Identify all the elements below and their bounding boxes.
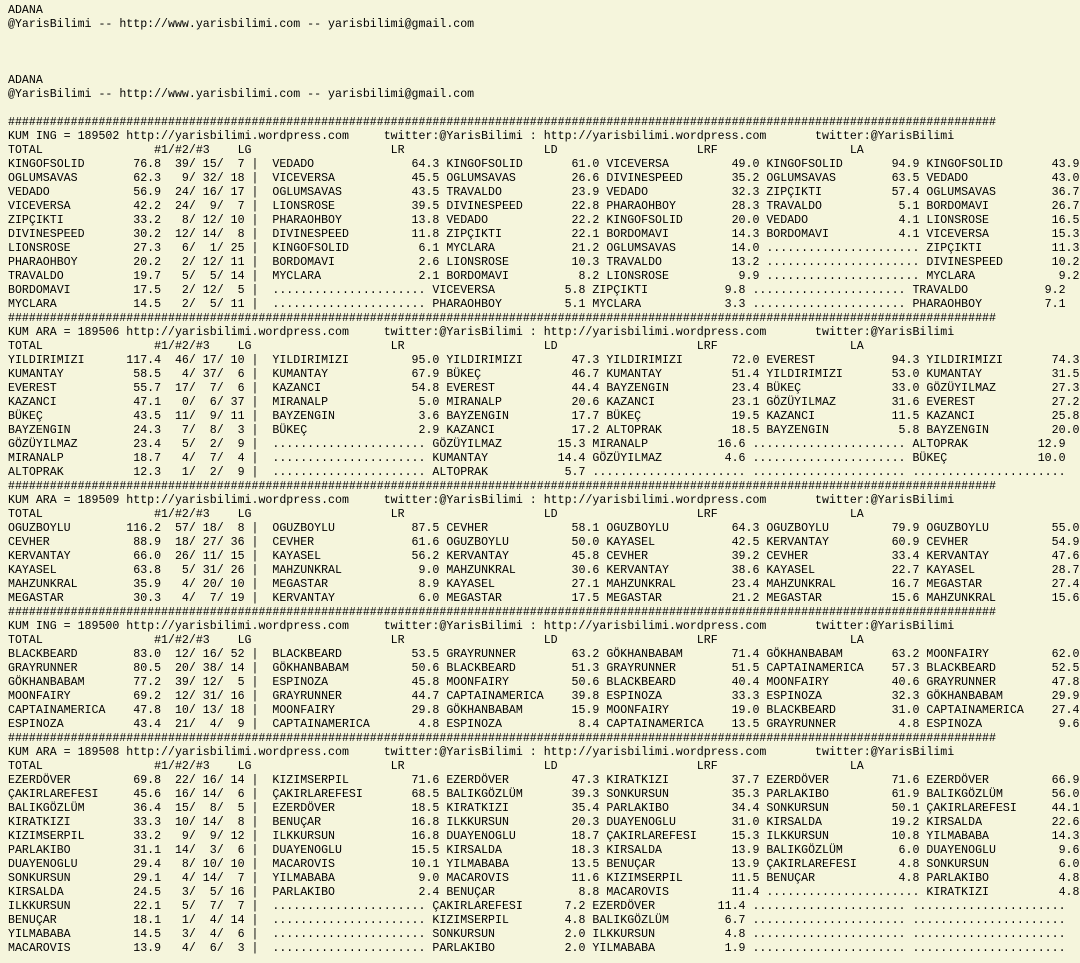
race-row: PHARAOHBOY 20.2 2/ 12/ 11 | BORDOMAVI 2.6 LIONSROSE 10.3 TRAVALDO 13.2 ...................... DIVINESPEED 10.2 (8, 256, 1080, 269)
race-row: LIONSROSE 27.3 6/ 1/ 25 | KINGOFSOLID 6.1 MYCLARA 21.2 OGLUMSAVAS 14.0 ...................... ZIPÇIKTI 11.3 (8, 242, 1080, 255)
race-row: CEVHER 88.9 18/ 27/ 36 | CEVHER 61.6 OGUZBOYLU 50.0 KAYASEL 42.5 KERVANTAY 60.9 CEVHER 54.9 (8, 536, 1080, 549)
race-row: KIRATKIZI 33.3 10/ 14/ 8 | BENUÇAR 16.8 ILKKURSUN 20.3 DUAYENOGLU 31.0 KIRSALDA 19.2 KIRSALDA 22.6 (8, 816, 1080, 829)
race-row: MOONFAIRY 69.2 12/ 31/ 16 | GRAYRUNNER 44.7 CAPTAINAMERICA 39.8 ESPINOZA 33.3 ESPINOZA 32.3 GÖKHANBABAM 29.9 (8, 690, 1080, 703)
race-title-line: KUM ARA = 189509 http://yarisbilimi.wordpress.com twitter:@YarisBilimi : http://yarisbilimi.wordpress.com twitter:@YarisBilimi (8, 494, 955, 507)
header-line: @YarisBilimi -- http://www.yarisbilimi.com -- yarisbilimi@gmail.com (8, 88, 475, 101)
column-header-line: TOTAL #1/#2/#3 LG LR LD LRF LA (8, 760, 864, 773)
race-row: KIZIMSERPIL 33.2 9/ 9/ 12 | ILKKURSUN 16.8 DUAYENOGLU 18.7 ÇAKIRLAREFESI 15.3 ILKKURSUN 10.8 YILMABABA 14.3 (8, 830, 1080, 843)
separator-line: ############################################################################################################################################## (8, 732, 996, 745)
race-row: VEDADO 56.9 24/ 16/ 17 | OGLUMSAVAS 43.5 TRAVALDO 23.9 VEDADO 32.3 ZIPÇIKTI 57.4 OGLUMSAVAS 36.7 (8, 186, 1080, 199)
race-row: MYCLARA 14.5 2/ 5/ 11 | ...................... PHARAOHBOY 5.1 MYCLARA 3.3 ...................... PHARAOHBOY 7.1 (8, 298, 1066, 311)
race-row: BÜKEÇ 43.5 11/ 9/ 11 | BAYZENGIN 3.6 BAYZENGIN 17.7 BÜKEÇ 19.5 KAZANCI 11.5 KAZANCI 25.8 (8, 410, 1080, 423)
header-line: ADANA (8, 74, 43, 87)
race-row: MEGASTAR 30.3 4/ 7/ 19 | KERVANTAY 6.0 MEGASTAR 17.5 MEGASTAR 21.2 MEGASTAR 15.6 MAHZUNKRAL 15.6 (8, 592, 1080, 605)
blank-line (8, 102, 1080, 116)
race-row: KINGOFSOLID 76.8 39/ 15/ 7 | VEDADO 64.3 KINGOFSOLID 61.0 VICEVERSA 49.0 KINGOFSOLID 94.9 KINGOFSOLID 43.9 (8, 158, 1080, 171)
race-row: BENUÇAR 18.1 1/ 4/ 14 | ...................... KIZIMSERPIL 4.8 BALIKGÖZLÜM 6.7 ...................... ...................... (8, 914, 1066, 927)
race-row: MAHZUNKRAL 35.9 4/ 20/ 10 | MEGASTAR 8.9 KAYASEL 27.1 MAHZUNKRAL 23.4 MAHZUNKRAL 16.7 MEGASTAR 27.4 (8, 578, 1080, 591)
separator-line: ############################################################################################################################################## (8, 606, 996, 619)
race-row: OGUZBOYLU 116.2 57/ 18/ 8 | OGUZBOYLU 87.5 CEVHER 58.1 OGUZBOYLU 64.3 OGUZBOYLU 79.9 OGUZBOYLU 55.0 (8, 522, 1080, 535)
race-row: KAZANCI 47.1 0/ 6/ 37 | MIRANALP 5.0 MIRANALP 20.6 KAZANCI 23.1 GÖZÜYILMAZ 31.6 EVEREST 27.2 (8, 396, 1080, 409)
race-row: ESPINOZA 43.4 21/ 4/ 9 | CAPTAINAMERICA 4.8 ESPINOZA 8.4 CAPTAINAMERICA 13.5 GRAYRUNNER 4.8 ESPINOZA 9.6 (8, 718, 1080, 731)
race-row: SONKURSUN 29.1 4/ 14/ 7 | YILMABABA 9.0 MACAROVIS 11.6 KIZIMSERPIL 11.5 BENUÇAR 4.8 PARLAKIBO 4.8 (8, 872, 1080, 885)
race-row: GÖKHANBABAM 77.2 39/ 12/ 5 | ESPINOZA 45.8 MOONFAIRY 50.6 BLACKBEARD 40.4 MOONFAIRY 40.6 GRAYRUNNER 47.8 (8, 676, 1080, 689)
race-title-line: KUM ARA = 189506 http://yarisbilimi.wordpress.com twitter:@YarisBilimi : http://yarisbilimi.wordpress.com twitter:@YarisBilimi (8, 326, 955, 339)
race-row: OGLUMSAVAS 62.3 9/ 32/ 18 | VICEVERSA 45.5 OGLUMSAVAS 26.6 DIVINESPEED 35.2 OGLUMSAVAS 63.5 VEDADO 43.0 (8, 172, 1080, 185)
race-row: ÇAKIRLAREFESI 45.6 16/ 14/ 6 | ÇAKIRLAREFESI 68.5 BALIKGÖZLÜM 39.3 SONKURSUN 35.3 PARLAKIBO 61.9 BALIKGÖZLÜM 56.0 (8, 788, 1080, 801)
race-row: EZERDÖVER 69.8 22/ 16/ 14 | KIZIMSERPIL 71.6 EZERDÖVER 47.3 KIRATKIZI 37.7 EZERDÖVER 71.6 EZERDÖVER 66.9 (8, 774, 1080, 787)
race-row: DUAYENOGLU 29.4 8/ 10/ 10 | MACAROVIS 10.1 YILMABABA 13.5 BENUÇAR 13.9 ÇAKIRLAREFESI 4.8 SONKURSUN 6.0 (8, 858, 1080, 871)
race-row: VICEVERSA 42.2 24/ 9/ 7 | LIONSROSE 39.5 DIVINESPEED 22.8 PHARAOHBOY 28.3 TRAVALDO 5.1 BORDOMAVI 26.7 (8, 200, 1080, 213)
race-row: ZIPÇIKTI 33.2 8/ 12/ 10 | PHARAOHBOY 13.8 VEDADO 22.2 KINGOFSOLID 20.0 VEDADO 4.1 LIONSROSE 16.5 (8, 214, 1080, 227)
race-row: DIVINESPEED 30.2 12/ 14/ 8 | DIVINESPEED 11.8 ZIPÇIKTI 22.1 BORDOMAVI 14.3 BORDOMAVI 4.1 VICEVERSA 15.3 (8, 228, 1080, 241)
separator-line: ############################################################################################################################################## (8, 312, 996, 325)
race-row: PARLAKIBO 31.1 14/ 3/ 6 | DUAYENOGLU 15.5 KIRSALDA 18.3 KIRSALDA 13.9 BALIKGÖZLÜM 6.0 DUAYENOGLU 9.6 (8, 844, 1080, 857)
separator-line: ############################################################################################################################################## (8, 116, 996, 129)
race-row: EVEREST 55.7 17/ 7/ 6 | KAZANCI 54.8 EVEREST 44.4 BAYZENGIN 23.4 BÜKEÇ 33.0 GÖZÜYILMAZ 27.3 (8, 382, 1080, 395)
race-row: KERVANTAY 66.0 26/ 11/ 15 | KAYASEL 56.2 KERVANTAY 45.8 CEVHER 39.2 CEVHER 33.4 KERVANTAY 47.6 (8, 550, 1080, 563)
race-row: BORDOMAVI 17.5 2/ 12/ 5 | ...................... VICEVERSA 5.8 ZIPÇIKTI 9.8 ...................... TRAVALDO 9.2 (8, 284, 1066, 297)
race-title-line: KUM ARA = 189508 http://yarisbilimi.wordpress.com twitter:@YarisBilimi : http://yarisbilimi.wordpress.com twitter:@YarisBilimi (8, 746, 955, 759)
column-header-line: TOTAL #1/#2/#3 LG LR LD LRF LA (8, 340, 864, 353)
column-header-line: TOTAL #1/#2/#3 LG LR LD LRF LA (8, 508, 864, 521)
race-row: YILDIRIMIZI 117.4 46/ 17/ 10 | YILDIRIMIZI 95.0 YILDIRIMIZI 47.3 YILDIRIMIZI 72.0 EVEREST 94.3 YILDIRIMIZI 74.3 (8, 354, 1080, 367)
blank-line (8, 46, 1080, 60)
header-line: ADANA (8, 4, 43, 17)
race-title-line: KUM ING = 189500 http://yarisbilimi.wordpress.com twitter:@YarisBilimi : http://yarisbilimi.wordpress.com twitter:@YarisBilimi (8, 620, 955, 633)
race-row: ILKKURSUN 22.1 5/ 7/ 7 | ...................... ÇAKIRLAREFESI 7.2 EZERDÖVER 11.4 ...................... ...................... (8, 900, 1066, 913)
race-row: KUMANTAY 58.5 4/ 37/ 6 | KUMANTAY 67.9 BÜKEÇ 46.7 KUMANTAY 51.4 YILDIRIMIZI 53.0 KUMANTAY 31.5 (8, 368, 1080, 381)
column-header-line: TOTAL #1/#2/#3 LG LR LD LRF LA (8, 634, 864, 647)
column-header-line: TOTAL #1/#2/#3 LG LR LD LRF LA (8, 144, 864, 157)
race-row: YILMABABA 14.5 3/ 4/ 6 | ...................... SONKURSUN 2.0 ILKKURSUN 4.8 ...................... ...................... (8, 928, 1066, 941)
blank-line (8, 60, 1080, 74)
race-row: KAYASEL 63.8 5/ 31/ 26 | MAHZUNKRAL 9.0 MAHZUNKRAL 30.6 KERVANTAY 38.6 KAYASEL 22.7 KAYASEL 28.7 (8, 564, 1080, 577)
race-title-line: KUM ING = 189502 http://yarisbilimi.wordpress.com twitter:@YarisBilimi : http://yarisbilimi.wordpress.com twitter:@YarisBilimi (8, 130, 955, 143)
race-row: KIRSALDA 24.5 3/ 5/ 16 | PARLAKIBO 2.4 BENUÇAR 8.8 MACAROVIS 11.4 ...................... KIRATKIZI 4.8 (8, 886, 1080, 899)
race-row: GÖZÜYILMAZ 23.4 5/ 2/ 9 | ...................... GÖZÜYILMAZ 15.3 MIRANALP 16.6 ...................... ALTOPRAK 12.9 (8, 438, 1066, 451)
separator-line: ############################################################################################################################################## (8, 480, 996, 493)
race-row: GRAYRUNNER 80.5 20/ 38/ 14 | GÖKHANBABAM 50.6 BLACKBEARD 51.3 GRAYRUNNER 51.5 CAPTAINAMERICA 57.3 BLACKBEARD 52.5 (8, 662, 1080, 675)
race-row: CAPTAINAMERICA 47.8 10/ 13/ 18 | MOONFAIRY 29.8 GÖKHANBABAM 15.9 MOONFAIRY 19.0 BLACKBEARD 31.0 CAPTAINAMERICA 27.4 (8, 704, 1080, 717)
race-row: MIRANALP 18.7 4/ 7/ 4 | ...................... KUMANTAY 14.4 GÖZÜYILMAZ 4.6 ...................... BÜKEÇ 10.0 (8, 452, 1066, 465)
race-row: TRAVALDO 19.7 5/ 5/ 14 | MYCLARA 2.1 BORDOMAVI 8.2 LIONSROSE 9.9 ...................... MYCLARA 9.2 (8, 270, 1080, 283)
race-row: ALTOPRAK 12.3 1/ 2/ 9 | ...................... ALTOPRAK 5.7 ...................... ...................... ...................... (8, 466, 1066, 479)
header-line: @YarisBilimi -- http://www.yarisbilimi.com -- yarisbilimi@gmail.com (8, 18, 475, 31)
blank-line (8, 32, 1080, 46)
race-row: MACAROVIS 13.9 4/ 6/ 3 | ...................... PARLAKIBO 2.0 YILMABABA 1.9 ...................... ...................... (8, 942, 1066, 955)
race-row: BLACKBEARD 83.0 12/ 16/ 52 | BLACKBEARD 53.5 GRAYRUNNER 63.2 GÖKHANBABAM 71.4 GÖKHANBABAM 63.2 MOONFAIRY 62.0 (8, 648, 1080, 661)
race-row: BALIKGÖZLÜM 36.4 15/ 8/ 5 | EZERDÖVER 18.5 KIRATKIZI 35.4 PARLAKIBO 34.4 SONKURSUN 50.1 ÇAKIRLAREFESI 44.1 (8, 802, 1080, 815)
race-row: BAYZENGIN 24.3 7/ 8/ 3 | BÜKEÇ 2.9 KAZANCI 17.2 ALTOPRAK 18.5 BAYZENGIN 5.8 BAYZENGIN 20.0 (8, 424, 1080, 437)
